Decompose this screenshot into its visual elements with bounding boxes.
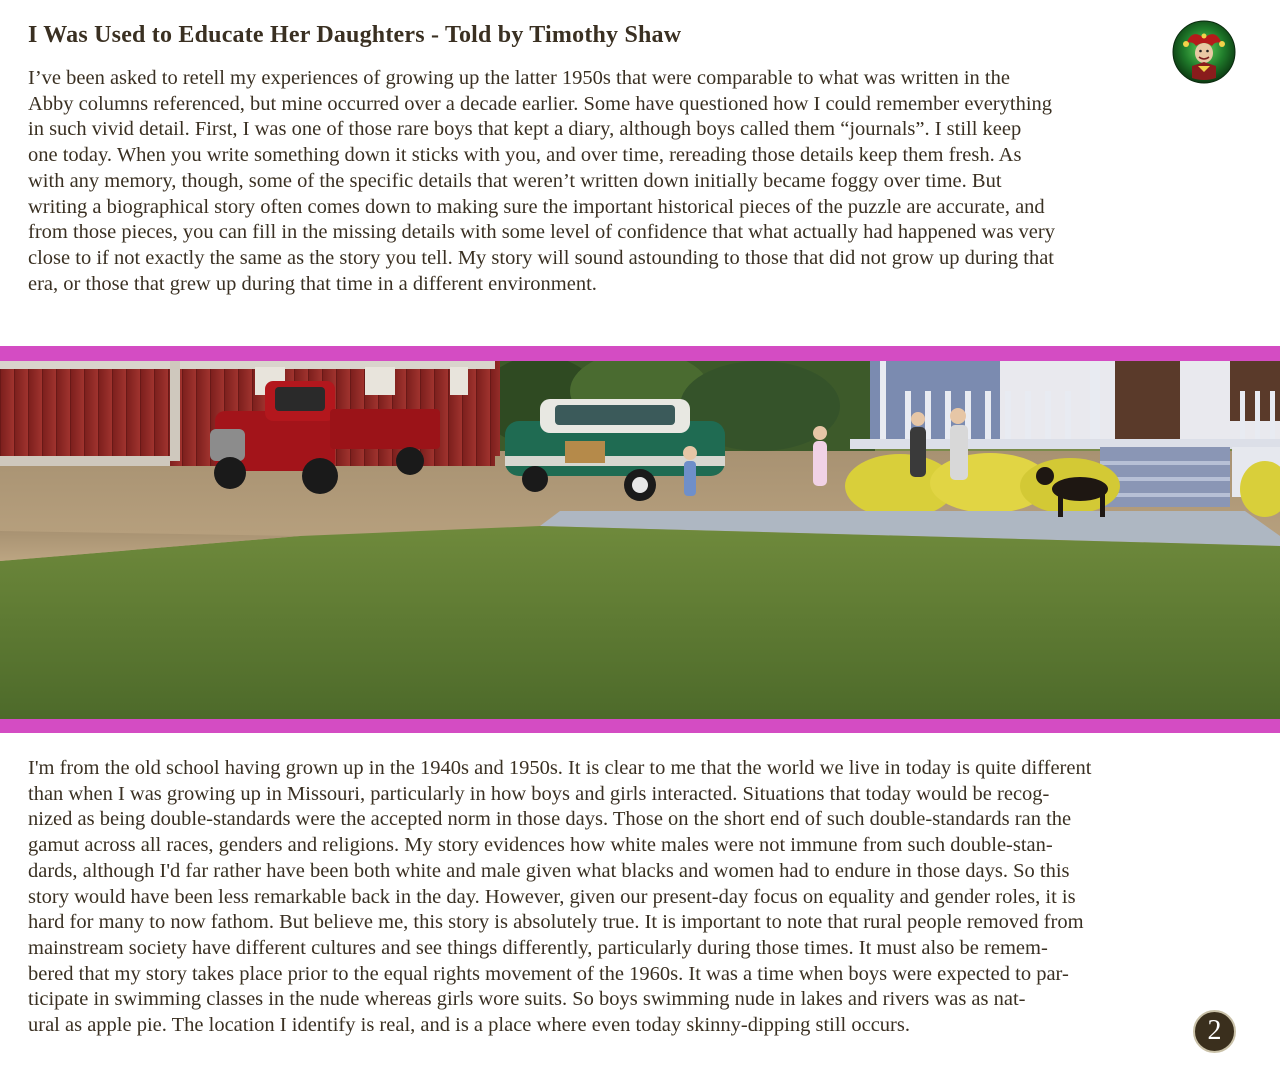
body-line: nized as being double-standards were the accepted norm in those days. Those on the short end of such double-standards ran the	[28, 808, 1072, 831]
body-line: ticipate in swimming classes in the nude whereas girls wore suits. So boys swimming nude in lakes and rivers was as nat-	[28, 988, 1026, 1011]
intro-line: close to if not exactly the same as the story you tell. My story will sound astounding to those that did not grow up during that	[28, 246, 1055, 269]
body-line: hard for many to now fathom. But believe me, this story is absolutely true. It is important to note that rural people removed from	[28, 911, 1084, 934]
body-line: than when I was growing up in Missouri, particularly in how boys and girls interacted. Situations that today would be recog-	[28, 782, 1050, 805]
page-title: I Was Used to Educate Her Daughters - Told by Timothy Shaw	[28, 22, 682, 48]
intro-line: I’ve been asked to retell my experiences of growing up the latter 1950s that were comparable to what was written in the	[28, 67, 1010, 89]
body-line: dards, although I'd far rather have been both white and male given what blacks and women had to endure in those days. So this	[28, 859, 1070, 882]
body-line: gamut across all races, genders and religions. My story evidences how white males were not immune from such double-stan-	[28, 834, 1053, 857]
intro-line: one today. When you write something down it sticks with you, and over time, rereading those details keep them fresh. As	[28, 144, 1022, 167]
body-line: ural as apple pie. The location I identify is real, and is a place where even today skinny-dipping still occurs.	[28, 1014, 910, 1037]
intro-paragraph	[28, 66, 1228, 297]
intro-line: with any memory, though, some of the specific details that weren’t written down initially became foggy over time. But	[28, 169, 1002, 192]
body-line: mainstream society have different cultures and see things differently, particularly during those times. It must also be remem-	[28, 936, 1048, 959]
intro-line: from those pieces, you can fill in the missing details with some level of confidence that what actually had happened was very	[28, 221, 1055, 244]
intro-line: era, or those that grew up during that time in a different environment.	[28, 272, 597, 295]
body-line: story would have been less remarkable back in the day. However, given our present-day focus on equality and gender roles, it is	[28, 885, 1076, 908]
intro-line: in such vivid detail. First, I was one of those rare boys that kept a diary, although boys called them “journals”. I still keep	[28, 118, 1022, 141]
intro-line: writing a biographical story often comes down to making sure the important historical pieces of the puzzle are accurate, and	[28, 195, 1045, 218]
farmyard-illustration	[0, 361, 1280, 719]
body-paragraph	[28, 756, 1250, 1039]
page-number-badge: 2	[1193, 1010, 1236, 1053]
body-line: I'm from the old school having grown up in the 1940s and 1950s. It is clear to me that the world we live in today is quite different	[28, 757, 1092, 779]
intro-line: Abby columns referenced, but mine occurred over a decade earlier. Some have questioned how I could remember everything	[28, 92, 1053, 115]
body-line: bered that my story takes place prior to the equal rights movement of the 1960s. It was a time when boys were expected to par-	[28, 962, 1069, 985]
